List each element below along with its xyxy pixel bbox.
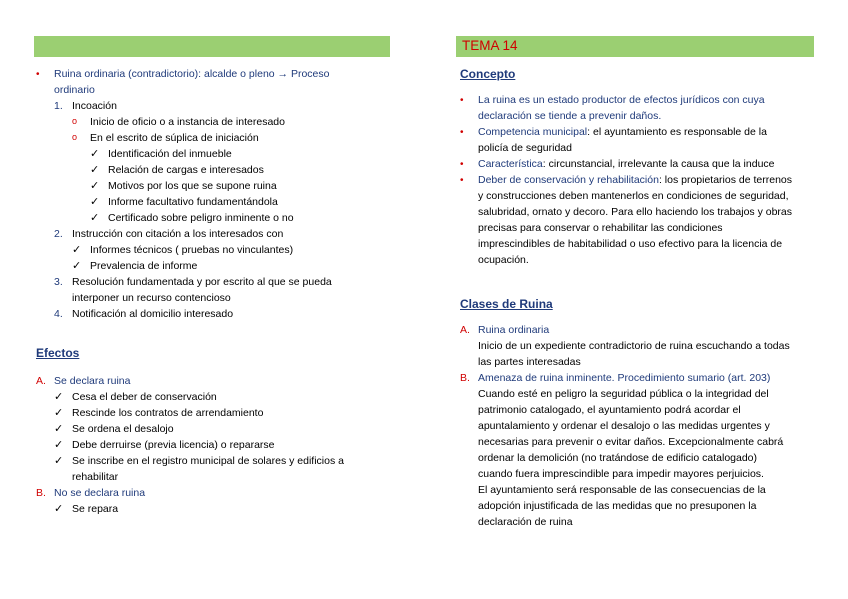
left-header-bar xyxy=(34,36,390,57)
check-item: Identificación del inmueble xyxy=(108,148,232,160)
bullet-icon: • xyxy=(460,175,464,186)
bullet-icon: • xyxy=(36,69,40,80)
sub-item: Inicio de oficio o a instancia de interesado xyxy=(90,116,285,128)
section-label: Ruina ordinaria xyxy=(478,324,550,336)
concepto-text: imprescindibles de habitabilidad o uso efectivo para la licencia de xyxy=(478,238,783,250)
concepto-heading: Concepto xyxy=(460,67,516,81)
check-icon: ✓ xyxy=(90,180,100,192)
clases-heading: Clases de Ruina xyxy=(460,297,553,311)
bullet-icon: • xyxy=(460,95,464,106)
check-item-cont: rehabilitar xyxy=(72,471,119,483)
step-number: 1. xyxy=(54,100,63,112)
step-text: Incoación xyxy=(72,100,117,112)
bullet-icon: • xyxy=(460,159,464,170)
check-item: Se ordena el desalojo xyxy=(72,423,174,435)
section-label: Amenaza de ruina inminente. Procedimiento sumario (art. 203) xyxy=(478,372,771,384)
section-label: Se declara ruina xyxy=(54,375,131,387)
check-item: Informes técnicos ( pruebas no vinculantes) xyxy=(90,244,294,256)
check-icon: ✓ xyxy=(90,164,100,176)
clase-text: necesarias para prevenir o evitar daños. Excepcionalmente cabrá xyxy=(478,436,784,448)
check-item: Prevalencia de informe xyxy=(90,260,198,272)
concepto-text: y construcciones deben mantenerlos en condiciones de seguridad, xyxy=(478,190,789,202)
check-icon: ✓ xyxy=(54,503,64,515)
check-item: Debe derruirse (previa licencia) o repararse xyxy=(72,439,275,451)
check-item: Rescinde los contratos de arrendamiento xyxy=(72,407,264,419)
concepto-item: Característica: circunstancial, irrelevante la causa que la induce xyxy=(478,158,775,170)
concepto-text: declaración se tiende a prevenir daños. xyxy=(478,110,662,122)
check-item: Informe facultativo fundamentándola xyxy=(108,196,278,208)
concepto-text: policía de seguridad xyxy=(478,142,572,154)
check-icon: ✓ xyxy=(72,244,82,256)
step-text-cont: interponer un recurso contencioso xyxy=(72,292,231,304)
clase-text: ordenar la demolición (no tratándose de edificio catalogado) xyxy=(478,452,758,464)
step-number: 2. xyxy=(54,228,63,240)
check-icon: ✓ xyxy=(54,455,64,467)
section-letter: A. xyxy=(36,375,46,387)
concepto-item: Competencia municipal: el ayuntamiento es responsable de la xyxy=(478,126,767,138)
step-text: Notificación al domicilio interesado xyxy=(72,308,234,320)
section-letter: B. xyxy=(460,372,470,384)
step-number: 3. xyxy=(54,276,63,288)
bullet-icon: • xyxy=(460,127,464,138)
ruina-ordinaria-line2: ordinario xyxy=(54,84,95,96)
check-icon: ✓ xyxy=(54,391,64,403)
clase-text: adopción injustificada de las medidas que no presuponen la xyxy=(478,500,757,512)
check-item: Se inscribe en el registro municipal de solares y edificios a xyxy=(72,455,344,467)
step-number: 4. xyxy=(54,308,63,320)
concepto-text: La ruina es un estado productor de efectos jurídicos con cuya xyxy=(478,94,765,106)
check-icon: ✓ xyxy=(54,423,64,435)
clase-text: apuntalamiento y ordenar el desalojo o las medidas urgentes y xyxy=(478,420,770,432)
check-icon: ✓ xyxy=(54,407,64,419)
check-icon: ✓ xyxy=(54,439,64,451)
efectos-heading: Efectos xyxy=(36,346,80,360)
clase-text: El ayuntamiento será responsable de las consecuencias de la xyxy=(478,484,766,496)
check-item: Certificado sobre peligro inminente o no xyxy=(108,212,294,224)
clase-text: cuando fuera imprescindible para impedir mayores perjuicios. xyxy=(478,468,764,480)
concepto-text: salubridad, ornato y decoro. Para ello haciendo los trabajos y obras xyxy=(478,206,793,218)
check-icon: ✓ xyxy=(72,260,82,272)
concepto-item: Deber de conservación y rehabilitación: los propietarios de terrenos xyxy=(478,174,793,186)
section-letter: B. xyxy=(36,487,46,499)
clase-text: declaración de ruina xyxy=(478,516,573,528)
step-text: Resolución fundamentada y por escrito al que se pueda xyxy=(72,276,332,288)
ruina-ordinaria-line1: Ruina ordinaria (contradictorio): alcalde o pleno → Proceso xyxy=(54,68,330,80)
clase-text: las partes interesadas xyxy=(478,356,581,368)
check-item: Cesa el deber de conservación xyxy=(72,391,217,403)
concepto-text: precisas para conservar o rehabilitar las condiciones xyxy=(478,222,723,234)
check-item: Se repara xyxy=(72,503,119,515)
circle-bullet-icon: o xyxy=(72,132,78,142)
circle-bullet-icon: o xyxy=(72,116,78,126)
clase-text: Inicio de un expediente contradictorio de ruina escuchando a todas xyxy=(478,340,790,352)
section-letter: A. xyxy=(460,324,470,336)
step-text: Instrucción con citación a los interesados con xyxy=(72,228,284,240)
check-item: Motivos por los que se supone ruina xyxy=(108,180,277,192)
clase-text: Cuando esté en peligro la seguridad pública o la integridad del xyxy=(478,388,769,400)
sub-item: En el escrito de súplica de iniciación xyxy=(90,132,259,144)
check-icon: ✓ xyxy=(90,148,100,160)
check-icon: ✓ xyxy=(90,212,100,224)
right-header-bar xyxy=(456,36,814,57)
check-icon: ✓ xyxy=(90,196,100,208)
clase-text: patrimonio catalogado, el ayuntamiento podrá acordar el xyxy=(478,404,741,416)
concepto-text: ocupación. xyxy=(478,254,529,266)
tema-title: TEMA 14 xyxy=(462,38,518,53)
check-item: Relación de cargas e interesados xyxy=(108,164,264,176)
section-label: No se declara ruina xyxy=(54,487,146,499)
